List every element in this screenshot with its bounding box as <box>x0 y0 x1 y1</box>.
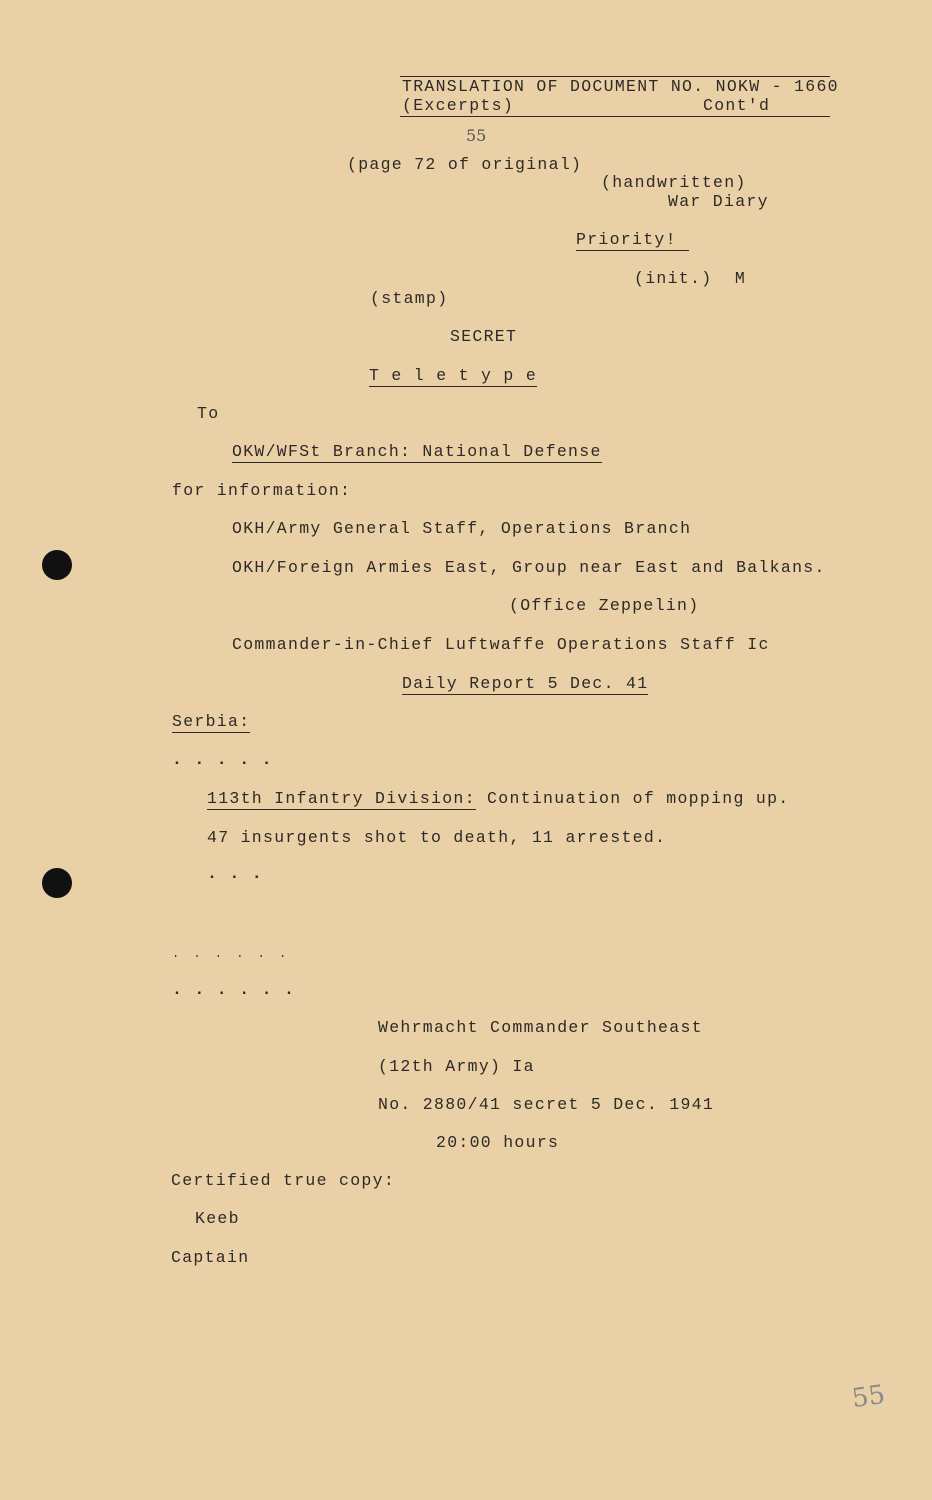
info-recipient: OKH/Army General Staff, Operations Branch <box>232 519 692 538</box>
corner-handwritten-mark: 55 <box>850 1379 888 1415</box>
priority: Priority! <box>576 230 689 251</box>
certifier-name: Keeb <box>195 1209 240 1228</box>
excerpts-label: (Excerpts) <box>402 96 515 115</box>
reference-number: No. 2880/41 secret 5 Dec. 1941 <box>378 1095 715 1114</box>
certifier-rank: Captain <box>171 1248 250 1267</box>
sender: Wehrmacht Commander Southeast <box>378 1018 703 1037</box>
certification-label: Certified true copy: <box>171 1171 396 1190</box>
sender-army: (12th Army) Ia <box>378 1057 535 1076</box>
document-title: TRANSLATION OF DOCUMENT NO. NOKW - 1660 <box>402 77 839 96</box>
page-number: 55 <box>466 126 487 145</box>
teletype-heading: T e l e t y p e <box>369 366 538 385</box>
ellipsis: . . . . . . <box>172 980 296 999</box>
report-entry: Continuation of mopping up. <box>475 789 790 808</box>
unit-name: 113th Infantry Division: <box>207 789 476 808</box>
contd-label: Cont'd <box>703 96 771 115</box>
ellipsis: . . . <box>207 864 264 883</box>
region-heading: Serbia: <box>172 712 251 731</box>
ellipsis: . . . . . <box>172 750 273 769</box>
info-label: for information: <box>172 481 352 500</box>
info-recipient: (Office Zeppelin) <box>509 596 700 615</box>
to-label: To <box>197 404 220 423</box>
punch-hole <box>42 868 72 898</box>
time: 20:00 hours <box>436 1133 560 1152</box>
war-diary: War Diary <box>668 192 769 211</box>
report-entry: 47 insurgents shot to death, 11 arrested. <box>207 828 667 847</box>
initials: (init.) M <box>634 269 747 288</box>
classification: SECRET <box>450 327 518 346</box>
handwritten-note: (handwritten) <box>601 173 747 192</box>
header-bottom-rule <box>400 116 830 117</box>
report-title: Daily Report 5 Dec. 41 <box>402 674 649 693</box>
ellipsis: . . . . . . <box>172 947 290 961</box>
stamp-note: (stamp) <box>370 289 449 308</box>
punch-hole <box>42 550 72 580</box>
info-recipient: OKH/Foreign Armies East, Group near East and Balkans. <box>232 558 826 577</box>
page-of-original: (page 72 of original) <box>347 155 583 174</box>
info-recipient: Commander-in-Chief Luftwaffe Operations Staff Ic <box>232 635 770 654</box>
recipient: OKW/WFSt Branch: National Defense <box>232 442 602 461</box>
